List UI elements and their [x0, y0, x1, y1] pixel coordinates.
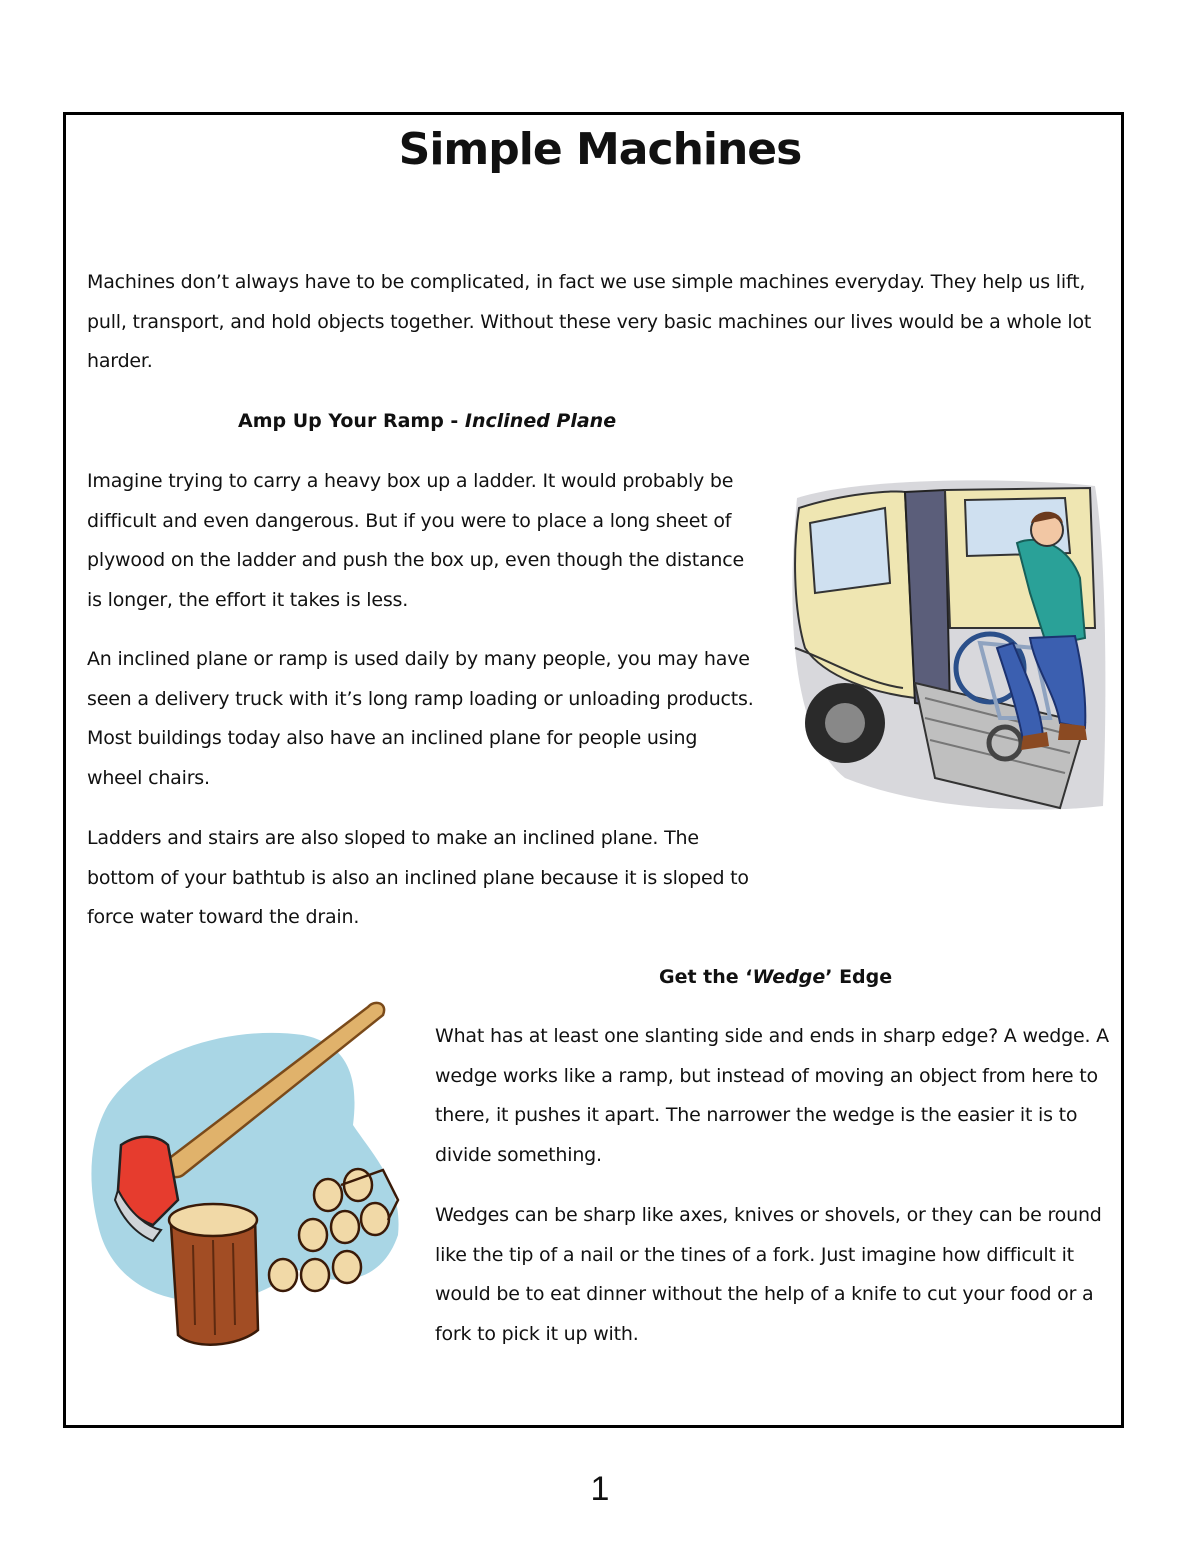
intro-paragraph: Machines don’t always have to be complicated, in fact we use simple machines everyday. They help us lift, pull, transport, and hold objects together. Without these very basic machines our lives would be a whole lot harder.	[87, 271, 1092, 373]
heading-text: Amp Up Your Ramp -	[238, 410, 465, 432]
inclined-plane-paragraph-1: Imagine trying to carry a heavy box up a ladder. It would probably be difficult and even dangerous. But if you were to place a long sheet of plywood on the ladder and push the box up, even though the distance is longer, the effort it takes is less.	[87, 470, 744, 612]
page-number: 1	[590, 1470, 610, 1508]
heading-italic-text: Inclined Plane	[464, 410, 617, 432]
section-heading-inclined-plane	[238, 410, 616, 432]
heading-text-suffix: ’ Edge	[825, 966, 893, 988]
axe-and-logs-illustration	[83, 995, 413, 1360]
page-title: Simple Machines	[398, 124, 802, 175]
section-heading-wedge	[659, 966, 892, 988]
inclined-plane-paragraph-2: An inclined plane or ramp is used daily by many people, you may have seen a delivery truck with it’s long ramp loading or unloading products. Most buildings today also have an inclined plane for people using wheel chairs.	[87, 648, 754, 790]
wedge-paragraph-2: Wedges can be sharp like axes, knives or shovels, or they can be round like the tip of a nail or the tines of a fork. Just imagine how difficult it would be to eat dinner without the help of a knife to cut your food or a fork to pick it up with.	[435, 1204, 1102, 1346]
heading-text: Get the ‘	[659, 966, 753, 988]
wedge-paragraph-1: What has at least one slanting side and ends in sharp edge? A wedge. A wedge works like a ramp, but instead of moving an object from here to there, it pushes it apart. The narrower the wedge is the easier it is to divide something.	[435, 1025, 1109, 1167]
heading-italic-text: Wedge	[752, 966, 826, 988]
wheelchair-ramp-illustration	[785, 478, 1110, 818]
inclined-plane-paragraph-3: Ladders and stairs are also sloped to make an inclined plane. The bottom of your bathtub is also an inclined plane because it is sloped to force water toward the drain.	[87, 827, 749, 929]
